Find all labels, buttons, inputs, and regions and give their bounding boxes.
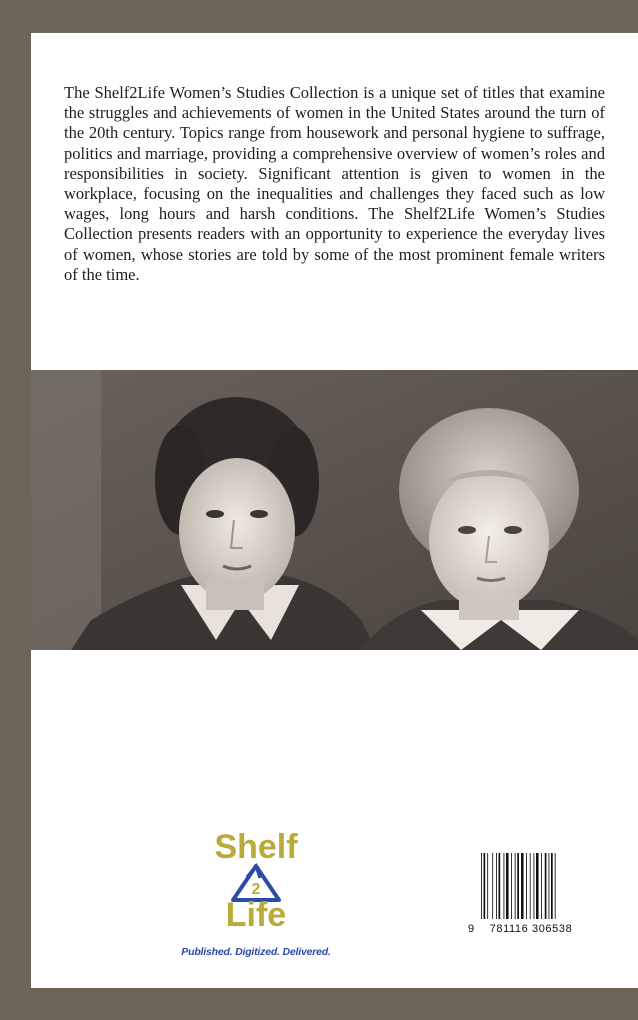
barcode-bar: [517, 853, 519, 919]
isbn-barcode: [468, 853, 582, 943]
barcode-bar: [521, 853, 524, 919]
barcode-bar: [496, 853, 497, 919]
barcode-bar: [541, 853, 542, 919]
barcode-bar: [555, 853, 556, 919]
barcode-bar: [504, 853, 505, 919]
logo-bottom-word: Life: [225, 896, 287, 934]
barcode-bar: [551, 853, 553, 919]
isbn-digits: 781116 306538: [489, 923, 573, 935]
logo-top-word: Shelf: [214, 828, 298, 866]
barcode-bar: [536, 853, 539, 919]
barcode-bar: [534, 853, 535, 919]
cover-panel: [31, 33, 638, 988]
barcode-bar: [511, 853, 512, 919]
barcode-bar: [526, 853, 527, 919]
barcode-bar: [481, 853, 482, 919]
barcode-bar: [515, 853, 516, 919]
barcode-bar: [530, 853, 531, 919]
barcode-bar: [506, 853, 509, 919]
barcode-bar: [545, 853, 547, 919]
barcode-bar: [484, 853, 486, 919]
vintage-portrait-photo: [31, 370, 638, 650]
barcode-bars: [481, 853, 581, 919]
barcode-bar: [492, 853, 493, 919]
shelf2life-logo: [181, 829, 331, 965]
barcode-bar: [499, 853, 501, 919]
logo-number: 2: [251, 881, 261, 898]
barcode-bar: [549, 853, 550, 919]
isbn-lead-digit: 9: [468, 923, 475, 935]
barcode-bar: [487, 853, 488, 919]
description-text: The Shelf2Life Women’s Studies Collection is a unique set of titles that examine the struggles and achievements of women in the United States around the turn of the 20th century. Topics range from housework and personal hygiene to suffrage, politics and marriage, providing a comprehensive overview of women’s roles and responsibilities in society. Significant attention is given to women in the workplace, focusing on the inequalities and challenges they faced such as low wages, long hours and harsh conditions. The Shelf2Life Women’s Studies Collection presents readers with an opportunity to experience the everyday lives of women, whose stories are told by some of the most prominent female writers of the time.: [64, 83, 605, 284]
logo-tagline: Published. Digitized. Delivered.: [181, 946, 331, 958]
